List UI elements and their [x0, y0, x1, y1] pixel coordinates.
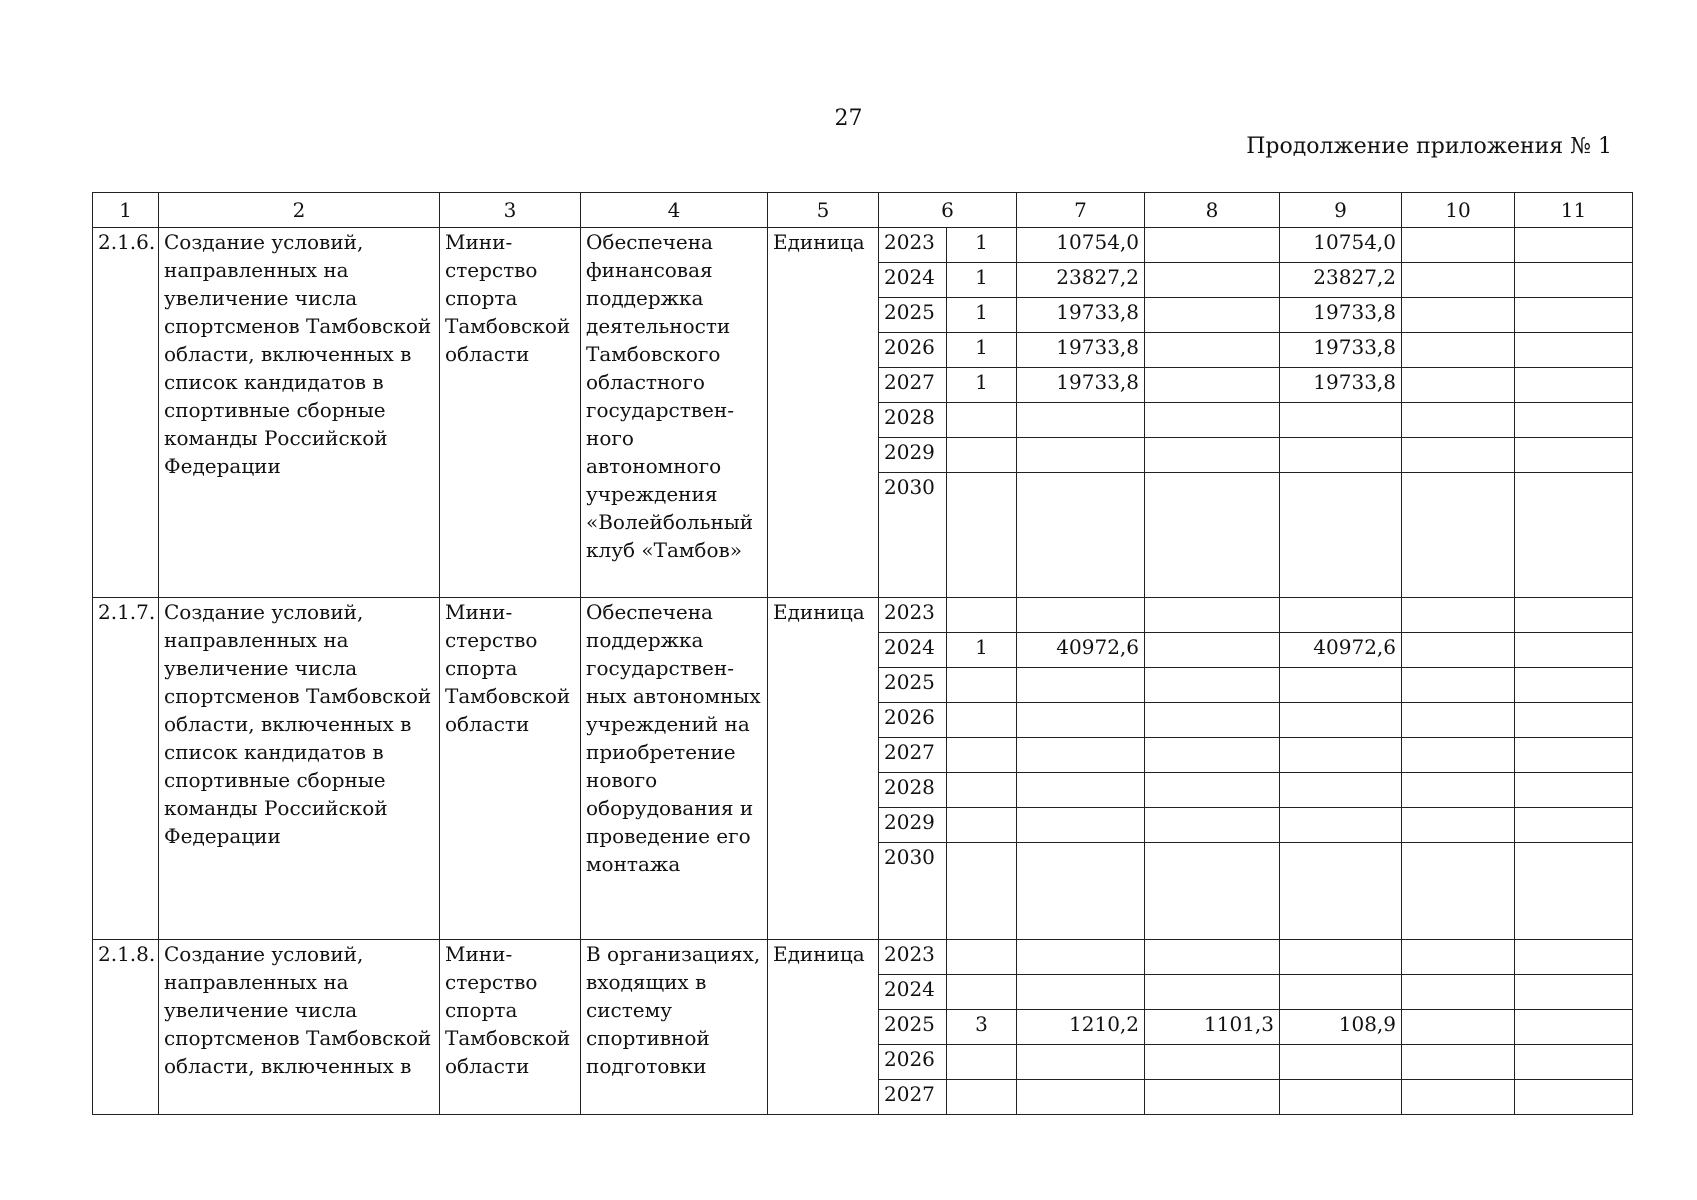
col9-cell — [1280, 843, 1402, 940]
value-cell — [947, 773, 1017, 808]
col7-cell: 1210,2 — [1017, 1010, 1145, 1045]
item-result: Обеспечена поддержка государствен-ных автономных учреждений на приобретение нового оборудования и проведение его монтажа — [581, 598, 768, 940]
col7-cell — [1017, 1045, 1145, 1080]
year-cell: 2028 — [879, 403, 947, 438]
col7-cell: 19733,8 — [1017, 298, 1145, 333]
col7-cell: 19733,8 — [1017, 368, 1145, 403]
col7-cell — [1017, 403, 1145, 438]
col7-cell — [1017, 738, 1145, 773]
col10-cell — [1402, 738, 1515, 773]
col9-cell — [1280, 703, 1402, 738]
value-cell — [947, 703, 1017, 738]
col10-cell — [1402, 975, 1515, 1010]
col8-cell — [1145, 668, 1280, 703]
col11-cell — [1515, 668, 1633, 703]
col7-cell — [1017, 473, 1145, 598]
col9-cell — [1280, 808, 1402, 843]
col7-cell — [1017, 438, 1145, 473]
col-header-5: 5 — [768, 193, 879, 228]
year-cell: 2029 — [879, 438, 947, 473]
year-cell: 2023 — [879, 940, 947, 975]
col11-cell — [1515, 975, 1633, 1010]
col9-cell: 19733,8 — [1280, 298, 1402, 333]
item-result: В организациях, входящих в систему спортивной подготовки — [581, 940, 768, 1115]
col11-cell — [1515, 333, 1633, 368]
col10-cell — [1402, 843, 1515, 940]
year-cell: 2024 — [879, 633, 947, 668]
item-name: Создание условий, направленных на увеличение числа спортсменов Тамбовской области, включенных в список кандидатов в спортивные сборные команды Российской Федерации — [159, 228, 440, 598]
value-cell — [947, 598, 1017, 633]
table-row — [93, 598, 1633, 633]
col9-cell — [1280, 473, 1402, 598]
value-cell: 1 — [947, 333, 1017, 368]
col11-cell — [1515, 1045, 1633, 1080]
col8-cell — [1145, 598, 1280, 633]
value-cell — [947, 438, 1017, 473]
col10-cell — [1402, 703, 1515, 738]
item-unit: Единица — [768, 940, 879, 1115]
page-number: 27 — [834, 106, 863, 131]
col8-cell — [1145, 333, 1280, 368]
col8-cell — [1145, 843, 1280, 940]
value-cell: 1 — [947, 228, 1017, 263]
year-cell: 2026 — [879, 1045, 947, 1080]
col10-cell — [1402, 263, 1515, 298]
col-header-8: 8 — [1145, 193, 1280, 228]
col7-cell — [1017, 598, 1145, 633]
col10-cell — [1402, 403, 1515, 438]
value-cell — [947, 808, 1017, 843]
value-cell — [947, 403, 1017, 438]
col9-cell — [1280, 773, 1402, 808]
col8-cell — [1145, 473, 1280, 598]
table-row — [93, 228, 1633, 263]
year-cell: 2023 — [879, 598, 947, 633]
table-row — [93, 940, 1633, 975]
col7-cell — [1017, 808, 1145, 843]
col8-cell — [1145, 298, 1280, 333]
program-table — [92, 192, 1633, 1115]
col11-cell — [1515, 808, 1633, 843]
col8-cell — [1145, 438, 1280, 473]
year-cell: 2027 — [879, 1080, 947, 1115]
col-header-1: 1 — [93, 193, 159, 228]
col11-cell — [1515, 298, 1633, 333]
col11-cell — [1515, 598, 1633, 633]
col7-cell — [1017, 975, 1145, 1010]
col9-cell — [1280, 438, 1402, 473]
year-cell: 2030 — [879, 843, 947, 940]
col10-cell — [1402, 228, 1515, 263]
value-cell — [947, 1080, 1017, 1115]
col8-cell — [1145, 228, 1280, 263]
value-cell: 1 — [947, 368, 1017, 403]
col9-cell — [1280, 940, 1402, 975]
col8-cell — [1145, 263, 1280, 298]
col8-cell — [1145, 773, 1280, 808]
col8-cell — [1145, 403, 1280, 438]
year-cell: 2025 — [879, 298, 947, 333]
value-cell — [947, 738, 1017, 773]
value-cell — [947, 473, 1017, 598]
col11-cell — [1515, 473, 1633, 598]
item-number: 2.1.6. — [93, 228, 159, 598]
col11-cell — [1515, 263, 1633, 298]
col10-cell — [1402, 1080, 1515, 1115]
col11-cell — [1515, 738, 1633, 773]
col7-cell: 23827,2 — [1017, 263, 1145, 298]
year-cell: 2023 — [879, 228, 947, 263]
value-cell — [947, 940, 1017, 975]
year-cell: 2025 — [879, 668, 947, 703]
col9-cell — [1280, 1080, 1402, 1115]
col-header-3: 3 — [440, 193, 581, 228]
col10-cell — [1402, 633, 1515, 668]
col9-cell: 10754,0 — [1280, 228, 1402, 263]
year-cell: 2027 — [879, 738, 947, 773]
col-header-4: 4 — [581, 193, 768, 228]
value-cell — [947, 668, 1017, 703]
col9-cell — [1280, 1045, 1402, 1080]
col10-cell — [1402, 668, 1515, 703]
year-cell: 2030 — [879, 473, 947, 598]
col7-cell: 10754,0 — [1017, 228, 1145, 263]
value-cell: 1 — [947, 298, 1017, 333]
col11-cell — [1515, 438, 1633, 473]
year-cell: 2026 — [879, 333, 947, 368]
col11-cell — [1515, 1080, 1633, 1115]
col8-cell — [1145, 368, 1280, 403]
col11-cell — [1515, 403, 1633, 438]
col9-cell — [1280, 598, 1402, 633]
item-unit: Единица — [768, 598, 879, 940]
col9-cell: 19733,8 — [1280, 333, 1402, 368]
item-result: Обеспечена финансовая поддержка деятельности Тамбовского областного государствен-ного автономного учреждения «Волейбольный клуб «Тамбов» — [581, 228, 768, 598]
item-name: Создание условий, направленных на увеличение числа спортсменов Тамбовской области, включенных в список кандидатов в спортивные сборные команды Российской Федерации — [159, 598, 440, 940]
col9-cell — [1280, 738, 1402, 773]
col9-cell — [1280, 403, 1402, 438]
col10-cell — [1402, 1045, 1515, 1080]
col7-cell — [1017, 703, 1145, 738]
value-cell: 3 — [947, 1010, 1017, 1045]
col8-cell — [1145, 633, 1280, 668]
year-cell: 2029 — [879, 808, 947, 843]
item-executor: Мини-стерство спорта Тамбовской области — [440, 940, 581, 1115]
col10-cell — [1402, 773, 1515, 808]
col10-cell — [1402, 598, 1515, 633]
col10-cell — [1402, 333, 1515, 368]
header-row — [93, 193, 1633, 228]
col8-cell — [1145, 738, 1280, 773]
col-header-9: 9 — [1280, 193, 1402, 228]
col10-cell — [1402, 940, 1515, 975]
value-cell — [947, 1045, 1017, 1080]
col7-cell — [1017, 668, 1145, 703]
col7-cell — [1017, 843, 1145, 940]
col9-cell — [1280, 975, 1402, 1010]
col-header-10: 10 — [1402, 193, 1515, 228]
value-cell — [947, 975, 1017, 1010]
value-cell — [947, 843, 1017, 940]
col11-cell — [1515, 940, 1633, 975]
item-executor: Мини-стерство спорта Тамбовской области — [440, 598, 581, 940]
col7-cell — [1017, 940, 1145, 975]
col10-cell — [1402, 368, 1515, 403]
year-cell: 2024 — [879, 975, 947, 1010]
col8-cell — [1145, 808, 1280, 843]
item-executor: Мини-стерство спорта Тамбовской области — [440, 228, 581, 598]
year-cell: 2028 — [879, 773, 947, 808]
col11-cell — [1515, 1010, 1633, 1045]
year-cell: 2027 — [879, 368, 947, 403]
col10-cell — [1402, 473, 1515, 598]
col-header-7: 7 — [1017, 193, 1145, 228]
col8-cell — [1145, 975, 1280, 1010]
col7-cell: 19733,8 — [1017, 333, 1145, 368]
item-unit: Единица — [768, 228, 879, 598]
col8-cell — [1145, 1080, 1280, 1115]
col8-cell — [1145, 1045, 1280, 1080]
value-cell: 1 — [947, 633, 1017, 668]
col-header-2: 2 — [159, 193, 440, 228]
col9-cell: 108,9 — [1280, 1010, 1402, 1045]
col7-cell — [1017, 773, 1145, 808]
col10-cell — [1402, 298, 1515, 333]
col11-cell — [1515, 228, 1633, 263]
col-header-11: 11 — [1515, 193, 1633, 228]
col9-cell — [1280, 668, 1402, 703]
col8-cell — [1145, 703, 1280, 738]
year-cell: 2024 — [879, 263, 947, 298]
item-number: 2.1.8. — [93, 940, 159, 1115]
col9-cell: 19733,8 — [1280, 368, 1402, 403]
col10-cell — [1402, 1010, 1515, 1045]
col11-cell — [1515, 703, 1633, 738]
col10-cell — [1402, 438, 1515, 473]
col11-cell — [1515, 843, 1633, 940]
col7-cell: 40972,6 — [1017, 633, 1145, 668]
col11-cell — [1515, 773, 1633, 808]
value-cell: 1 — [947, 263, 1017, 298]
col7-cell — [1017, 1080, 1145, 1115]
continuation-note: Продолжение приложения № 1 — [1246, 134, 1612, 159]
item-number: 2.1.7. — [93, 598, 159, 940]
col8-cell: 1101,3 — [1145, 1010, 1280, 1045]
col11-cell — [1515, 368, 1633, 403]
col9-cell: 23827,2 — [1280, 263, 1402, 298]
col10-cell — [1402, 808, 1515, 843]
item-name: Создание условий, направленных на увеличение числа спортсменов Тамбовской области, включенных в — [159, 940, 440, 1115]
year-cell: 2025 — [879, 1010, 947, 1045]
col11-cell — [1515, 633, 1633, 668]
year-cell: 2026 — [879, 703, 947, 738]
col9-cell: 40972,6 — [1280, 633, 1402, 668]
col8-cell — [1145, 940, 1280, 975]
col-header-6: 6 — [879, 193, 1017, 228]
